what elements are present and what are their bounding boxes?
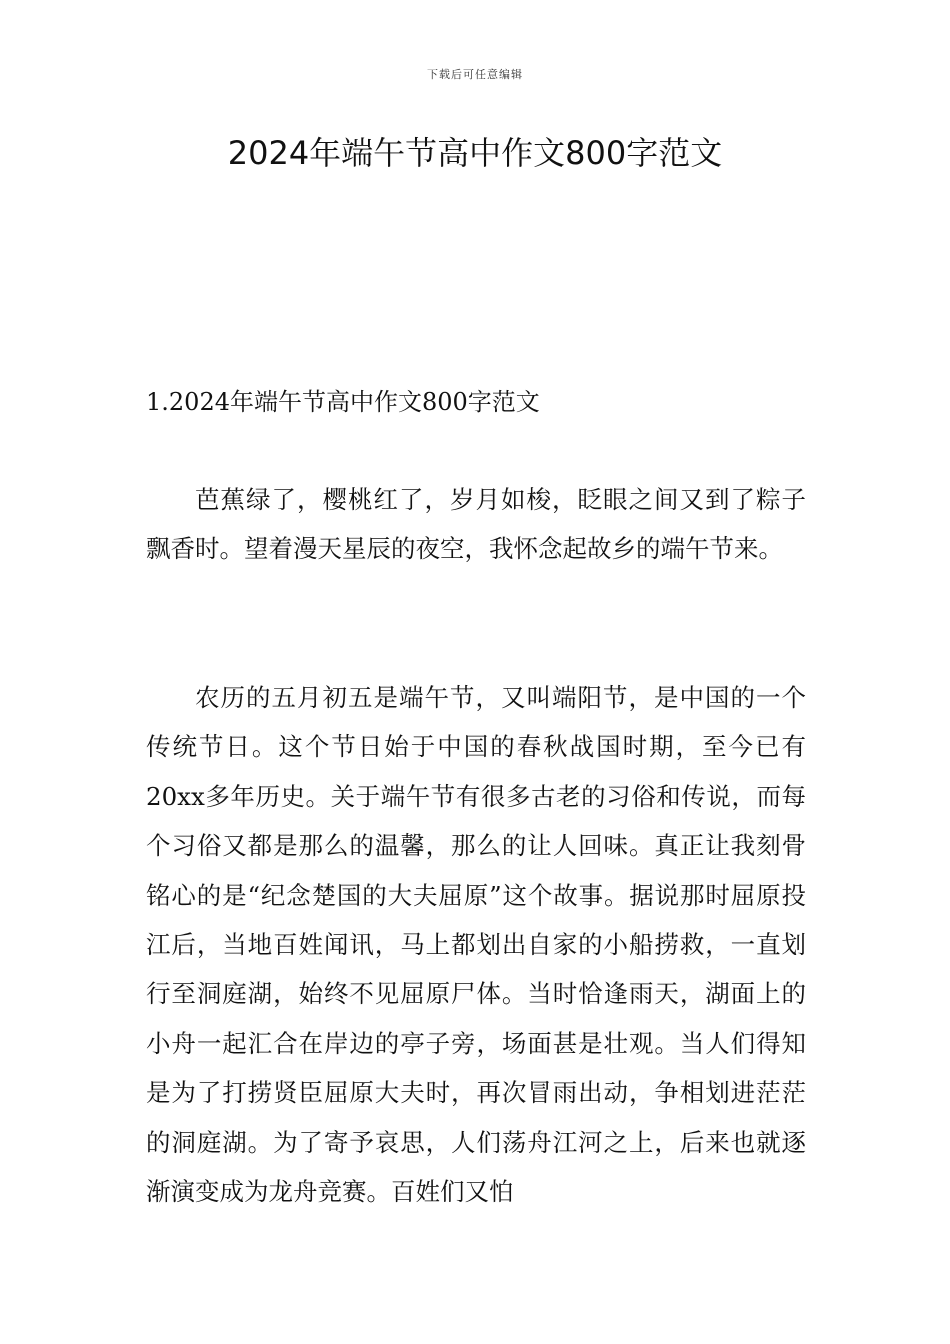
section-heading: 1.2024年端午节高中作文800字范文: [146, 388, 540, 416]
page-title: 2024年端午节高中作文800字范文: [227, 134, 723, 172]
paragraph: 芭蕉绿了，樱桃红了，岁月如梭，眨眼之间又到了粽子飘香时。望着漫天星辰的夜空，我怀念起故乡的端午节来。: [146, 485, 806, 564]
header-note: 下载后可任意编辑: [427, 68, 523, 81]
paragraph: 农历的五月初五是端午节，又叫端阳节，是中国的一个传统节日。这个节日始于中国的春秋战国时期，至今已有20xx多年历史。关于端午节有很多古老的习俗和传说，而每个习俗又都是那么的温馨，那么的让人回味。真正让我刻骨铭心的是“纪念楚国的大夫屈原”这个故事。据说那时屈原投江后，当地百姓闻讯，马上都划出自家的小船捞救，一直划行至洞庭湖，始终不见屈原尸体。当时恰逢雨天，湖面上的小舟一起汇合在岸边的亭子旁，场面甚是壮观。当人们得知是为了打捞贤臣屈原大夫时，再次冒雨出动，争相划进茫茫的洞庭湖。为了寄予哀思，人们荡舟江河之上，后来也就逐渐演变成为龙舟竞赛。百姓们又怕: [146, 683, 806, 1207]
